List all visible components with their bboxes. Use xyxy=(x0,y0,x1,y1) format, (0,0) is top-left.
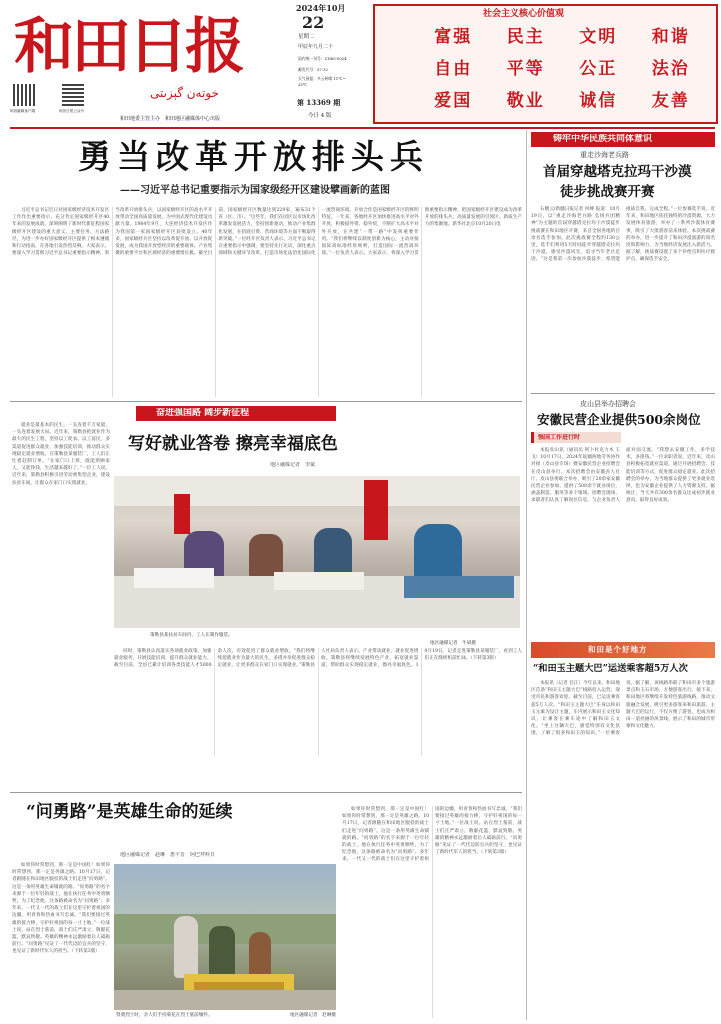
side1-body-text: 石榴云/新疆日报记者 何峰 报道：10月19日，以“重走沙海老兵路 弘扬兵团精神”为主题的首届穿越塔克拉玛干沙漠徒步挑战赛在和田地区开赛，来自全国各地的百余名选手参加。此次挑战赛全程约130公里，选手们将用5天时间徒步穿越塔克拉玛干沙漠，感受沙漠风光，追寻当年老兵足迹。“这是我第一次参加沙漠徒步，希望能挑战自我，完成全程。”一位参赛选手说。近年来，和田地区依托独特的沙漠资源，大力发展体育旅游，举办了一系列沙漠体育赛事，吸引了大批游客前来体验。本次挑战赛的举办，进一步提升了和田沙漠旅游的知名度和影响力，为当地经济发展注入新活力。据了解，挑战赛设置了多个补给点和医疗救护点，确保选手安全。 xyxy=(531,207,715,263)
values-grid xyxy=(417,26,707,112)
weekday: 星期二 xyxy=(298,34,315,40)
unity-banner-text: 铸牢中华民族共同体意识 xyxy=(553,134,653,144)
side1-headline-2: 徒步挑战赛开赛 xyxy=(560,184,655,200)
lead-subhead: ——习近平总书记重要指示为国家级经开区建设擘画新的蓝图 xyxy=(120,185,390,196)
bottom-body-text: 如果你时常想到，那一定是中国红！如果你时常想到，那一定是英雄之路。10月17日，记者跟随在和田地区服役的战士们走进“问勇路”。这是一条用英雄生命铺就的路。“问勇路”的名字来源于一位年轻的战士，他在执行任务中英勇牺牲，为了纪念他，这条路被命名为“问勇路”。多年来，一代又一代的战士们在这里守护着祖国的边疆，用青春和热血书写忠诚。“我们要接过英雄的接力棒，守护好祖国的每一寸土地。”一位战士说。站在烈士墓前，战士们庄严肃立，敬献花篮，默哀致敬。英雄的精神永远激励着后人砥砺前行。“问勇路”见证了一代代边防官兵的坚守，也见证了新时代军人的担当。（下转第3版） xyxy=(342,807,522,863)
hotan-banner-text: 和田是个好地方 xyxy=(588,645,648,654)
side1-kicker: 重走沙海老兵路 xyxy=(580,151,629,159)
value-word: 民主 xyxy=(506,27,545,47)
bottom-body xyxy=(342,806,522,1018)
date-line: 2024年10月 xyxy=(296,3,346,13)
side1-headline-1: 首届穿越塔克拉玛干沙漠 xyxy=(543,164,692,180)
feature-banner-text: 奋进强国路 阔步新征程 xyxy=(156,408,250,418)
issue-number: 第 13369 期 xyxy=(297,98,341,107)
date-day: 22 xyxy=(302,13,325,32)
side1-body xyxy=(531,206,715,392)
lead-body-text: 习近平总书记近日对国家级经济技术开发区工作作出重要指示，充分肯定国家级经开区40年来的发展成就，深刻阐明了新时代新征程国家级经开区建设的重大意义、主要任务、方法路径，为进一步办好国家级经开区提供了根本遵循和行动指南，在各地引发热烈反响。大家表示，要深入学习贯彻习近平总书记重要指示精神，勇当改革开放排头兵，以国家级经开区的高水平开放带动全国高质量发展，为中国式现代化建设贡献力量。1984年9月，大连经济技术开发区作为我国第一家国家级经开区获批设立。40年来，国家级经开区坚持以改革促开放、以开放促发展，成为我国开放型经济的重要载体、产业集聚的重要平台和区域经济的重要增长极。截至目前，国家级经开区数量达到229家，遍布31个省（区、市）。“这些年，我们在园区以市场化改革激发发展活力，坚持创新驱动，推动产业集群化发展，在招商引资、营商环境等方面不断取得新突破。”一位经开区负责人表示。习近平总书记在重要指示中强调，要坚持先行先试，深化重点领域和关键环节改革，打造市场化法治化国际化一流营商环境。开放合作是国家级经开区的鲜明特征。一年来，各地经开区加快推进高水平对外开放，积极稳外资、稳外贸，不断扩大高水平对外开放，在共建“一带一路”中发挥重要作用。“我们将继续以制度创新为核心，主动对接国际高标准经贸规则，打造国际一流营商环境。”一位负责人表示。大家表示，将深入学习贯彻重要指示精神，把国家级经开区建设成为改革开放的排头兵、高质量发展的引领区、新质生产力的集聚地。新华社北京10月20日电 xyxy=(12,208,522,257)
value-word: 自由 xyxy=(434,59,473,79)
value-word: 公正 xyxy=(579,59,618,79)
column-divider xyxy=(526,130,527,1020)
bottom-left-text: 如果你时常想到，那一定是中国红！如果你时常想到，那一定是英雄之路。10月17日，记者跟随在和田地区服役的战士们走进“问勇路”。这是一条用英雄生命铺就的路。“问勇路”的名字来源于一位年轻的战士，他在执行任务中英勇牺牲，为了纪念他，这条路被命名为“问勇路”。多年来，一代又一代的战士们在这里守护着祖国的边疆，用青春和热血书写忠诚。“我们要接过英雄的接力棒，守护好祖国的每一寸土地。”一位战士说。站在烈士墓前，战士们庄严肃立，敬献花篮，默哀致敬。英雄的精神永远激励着后人砥砺前行。“问勇路”见证了一代代边防官兵的坚守，也见证了新时代军人的担当。（下转第3版） xyxy=(12,863,110,955)
lunar-date: 甲辰年九月二十 xyxy=(298,44,334,50)
side2-body-text: 本报皮山讯（通讯员 阿卜杜克力木 王飞）10月17日，2024年皖疆两地劳务协作对接（皮山县专场）暨安徽民营企业招聘会在皮山县举行。本次招聘会由安徽省人社厅、皮山县委联合举办，吸引了20余家安徽民营企业参加，提供了500余个就业岗位，涵盖制造、服务等多个领域。招聘会现场，求职者们认真了解岗位信息，与企业负责人面对面交流。“我想去安徽工作，多学技术，多挣钱。”一位求职者说。近年来，皮山县积极拓宽就业渠道，通过开展招聘会、技能培训等方式，促进群众稳定就业。此次招聘会的举办，为当地群众提供了更多就业选择，也为安徽企业提供了人力资源支持。据统计，当天共有300余名群众达成初步就业意向，取得良好成效。 xyxy=(531,448,715,504)
side2-headline: 安徽民营企业提供500余岗位 xyxy=(537,412,701,427)
value-word: 法治 xyxy=(651,59,690,79)
side1-rule xyxy=(531,393,715,394)
values-heading: 社会主义核心价值观 xyxy=(483,9,565,19)
side2-body xyxy=(531,447,715,639)
values-box xyxy=(373,4,718,124)
bottom-left-body xyxy=(12,862,110,1018)
issn: 国内统一刊号：CN65-0024 xyxy=(298,56,347,61)
feature-photo-caption: 策勒县某扶贫车间内，工人在制作服装。 xyxy=(150,633,233,638)
bottom-byline: 地区融媒记者 赵琳 惠丰晋 阿巴拜科日 xyxy=(120,852,216,858)
qr-caption-2: 和田日报公众号 xyxy=(59,109,85,113)
feature-headline: 写好就业答卷 擦亮幸福底色 xyxy=(128,434,338,454)
value-word: 和谐 xyxy=(651,27,690,47)
bottom-headline: “问勇路”是英雄生命的延续 xyxy=(26,802,233,822)
value-word: 平等 xyxy=(506,59,545,79)
masthead-rule xyxy=(10,127,715,129)
sewing-workshop-photo xyxy=(114,476,520,628)
uyghur-title: خوتەن گېزىتى xyxy=(150,86,219,100)
page-count: 今日 4 版 xyxy=(308,113,332,119)
bottom-photo-caption: 祭奠烈士时，亲人们手持菊花在烈士墓前缅怀。 xyxy=(116,1013,213,1018)
feature-left-body xyxy=(12,422,110,792)
feature-body xyxy=(114,648,522,756)
qr-code-2 xyxy=(62,84,84,106)
side2-kicker: 皮山县举办招聘会 xyxy=(580,400,636,408)
lead-body xyxy=(12,207,522,397)
value-word: 敬业 xyxy=(506,91,545,111)
bottom-photo-credit: 地区融媒记者 赵琳摄 xyxy=(290,1013,336,1018)
value-word: 友善 xyxy=(651,91,690,111)
qr-code-1 xyxy=(13,84,35,106)
lead-headline: 勇当改革开放排头兵 xyxy=(78,137,429,176)
weather: 天气预报：多云转晴 11℃～25℃ xyxy=(298,76,347,87)
postal-code: 邮发代号：57-32 xyxy=(298,67,328,72)
side3-headline: “和田玉主题大巴”运送乘客超5万人次 xyxy=(533,663,688,674)
side3-body xyxy=(531,680,715,1018)
sponsor-line: 和田地委主管主办 和田地区融媒体中心出版 xyxy=(120,116,221,122)
masthead xyxy=(0,0,721,126)
qr-caption-1: 和田融媒客户端 xyxy=(10,109,36,113)
value-word: 文明 xyxy=(579,27,618,47)
value-word: 爱国 xyxy=(434,91,473,111)
newspaper-title: 和田日报 xyxy=(14,12,242,82)
feature-top-rule xyxy=(10,401,522,402)
memorial-photo xyxy=(114,864,336,1010)
feature-body-text: 同时，策勒县认真落实各项就业政策，加强就业服务，开展技能培训，提升群众就业能力。截至目前，全县已累计培训各类技能人才5000余人次，有效促进了群众就业增收。“我们将继续把就业作为最大的民生，多措并举促进群众稳定就业，让更多群众在家门口实现就业。”策勒县人社局负责人表示。产业带动就业，就业促进增收。策勒县将继续发展特色产业，拓宽就业渠道，帮助群众实现稳定就业，擦亮幸福底色。10月19日，记者走进策勒县某服装厂，看到工人们正在缝纫机前忙碌。（下转第3版） xyxy=(114,649,522,669)
value-word: 富强 xyxy=(434,27,473,47)
bottom-rule xyxy=(10,792,522,793)
side3-body-text: 本报讯（记者 任江）今年以来，和田地区首条“和田玉主题大巴”线路投入运营，深受市民和游客欢迎。截至目前，已运送乘客超5万人次。“和田玉主题大巴”车身以和田玉元素为设计主题，车内展示和田玉文化知识，让乘客在乘车途中了解和田玉文化。“坐上这辆大巴，感觉特别有文化氛围，了解了很多和田玉的知识。”一位乘客说。据了解，该线路串联了和田市多个旅游景点和玉石市场，方便游客出行。接下来，和田地区将继续开发特色旅游线路，推动文旅融合发展，吸引更多游客来和田旅游。主题大巴的运行，不仅方便了游客，也成为和田一道亮丽的风景线，展示了和田的城市形象和文化魅力。 xyxy=(531,681,715,737)
feature-left-text: 就业是最基本的民生。一头连着千万家庭，一头连着发展大局。近年来，策勒县把就业作为最大的民生工程，坚持以工促农、以工富民，多渠道促进群众就业，加强技能培训，推动群众实现稳定就业增收。在策勒县某服装厂，工人们正忙着赶制订单。“在家门口上班，既能照顾家人，又能挣钱，生活越来越好了。”一位工人说。近年来，策勒县积极引进劳动密集型企业，建设扶贫车间，让群众在家门口实现就业。 xyxy=(12,423,110,486)
side2-tag-text: 强国工作进行时 xyxy=(538,434,581,441)
feature-byline: 地区融媒记者 李斌 xyxy=(270,462,316,468)
value-word: 诚信 xyxy=(579,91,618,111)
feature-photo-credit: 地区融媒记者 牛斌摄 xyxy=(430,641,476,646)
